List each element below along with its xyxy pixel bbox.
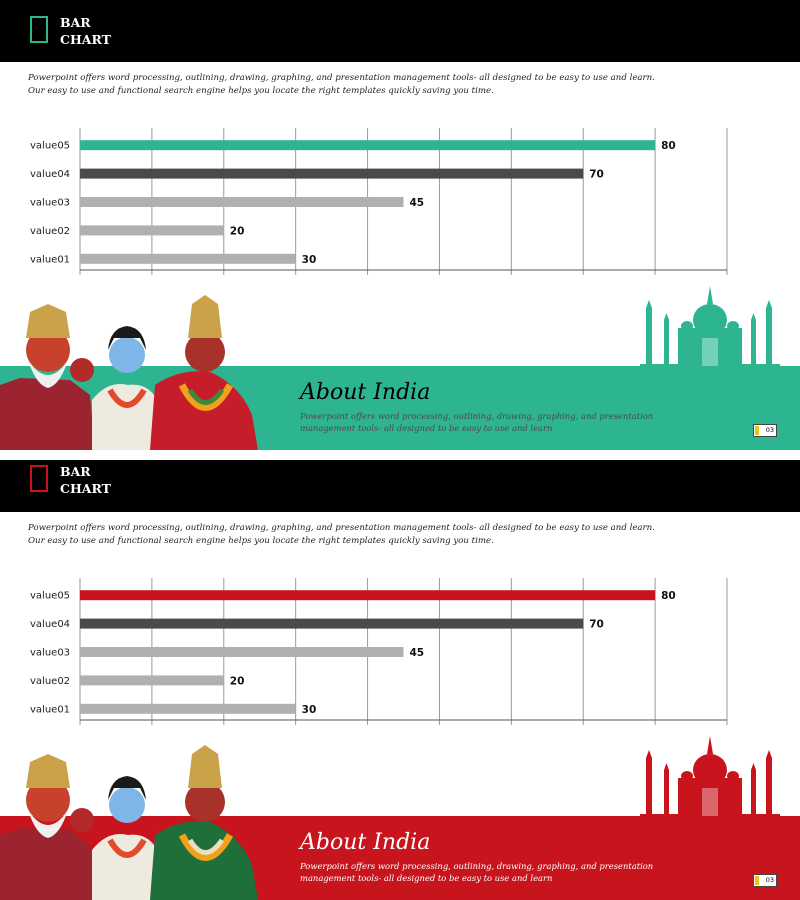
category-label: value04 xyxy=(30,169,71,181)
data-label: 30 xyxy=(301,253,317,266)
slide-header xyxy=(0,460,800,512)
data-label: 20 xyxy=(229,225,245,238)
category-label: value01 xyxy=(30,704,71,716)
bar-value01 xyxy=(80,254,296,264)
bar-value01 xyxy=(80,704,296,714)
taj-mahal-silhouette-icon xyxy=(640,730,780,820)
header-title-line1: BAR xyxy=(60,464,91,479)
square-outline-icon xyxy=(30,16,48,43)
category-label: value03 xyxy=(30,647,71,659)
data-label: 20 xyxy=(229,675,245,688)
category-label: value04 xyxy=(30,619,71,631)
header-title-line2: CHART xyxy=(60,32,111,47)
bar-value05 xyxy=(80,590,655,600)
about-description-line2: management tools- all designed to be easy to use and learn xyxy=(300,423,553,433)
description-line1: Powerpoint offers word processing, outlining, drawing, graphing, and presentation management tools- all designed to be easy to use and learn. xyxy=(28,523,655,533)
bar-value02 xyxy=(80,675,224,685)
about-description xyxy=(300,410,680,434)
header-title-line2: CHART xyxy=(60,481,111,496)
page-number-badge: 03 xyxy=(753,874,777,887)
data-label: 80 xyxy=(661,140,676,153)
category-label: value01 xyxy=(30,254,71,266)
slide-2 xyxy=(0,450,800,900)
taj-mahal-silhouette-icon xyxy=(640,280,780,370)
about-description-line1: Powerpoint offers word processing, outlining, drawing, graphing, and presentation xyxy=(300,411,654,421)
bar-value03 xyxy=(80,197,404,207)
category-label: value02 xyxy=(30,675,71,687)
data-label: 80 xyxy=(661,590,676,603)
data-label: 70 xyxy=(589,618,604,631)
header-title xyxy=(60,463,111,497)
bar-value04 xyxy=(80,169,583,179)
header-title-line1: BAR xyxy=(60,15,91,30)
data-label: 70 xyxy=(589,168,604,181)
data-label: 30 xyxy=(301,703,317,716)
category-label: value05 xyxy=(30,140,71,152)
square-outline-icon xyxy=(30,465,48,492)
data-label: 45 xyxy=(409,197,425,209)
bar-chart xyxy=(0,568,800,738)
data-label: 45 xyxy=(409,647,425,659)
about-description-line1: Powerpoint offers word processing, outlining, drawing, graphing, and presentation xyxy=(300,861,654,871)
about-title: About India xyxy=(300,830,431,855)
description-line2: Our easy to use and functional search engine helps you locate the right templates quickly saving you time. xyxy=(28,85,494,96)
bar-value03 xyxy=(80,647,404,657)
indian-performers-image xyxy=(0,740,270,900)
slide-description xyxy=(28,522,655,547)
description-line1: Powerpoint offers word processing, outlining, drawing, graphing, and presentation management tools- all designed to be easy to use and learn. xyxy=(28,73,655,83)
page-number-badge: 03 xyxy=(753,424,777,437)
bar-value04 xyxy=(80,619,583,629)
slide-header xyxy=(0,0,800,62)
category-label: value03 xyxy=(30,197,71,209)
about-description xyxy=(300,860,680,884)
bar-value05 xyxy=(80,140,655,150)
category-label: value05 xyxy=(30,590,71,602)
bar-chart xyxy=(0,118,800,288)
header-title xyxy=(60,14,111,48)
bar-value02 xyxy=(80,225,224,235)
about-description-line2: management tools- all designed to be easy to use and learn xyxy=(300,873,553,883)
category-label: value02 xyxy=(30,225,71,237)
description-line2: Our easy to use and functional search engine helps you locate the right templates quickly saving you time. xyxy=(28,535,494,546)
slide-description xyxy=(28,72,655,97)
about-title: About India xyxy=(300,380,431,405)
indian-performers-image xyxy=(0,290,270,450)
